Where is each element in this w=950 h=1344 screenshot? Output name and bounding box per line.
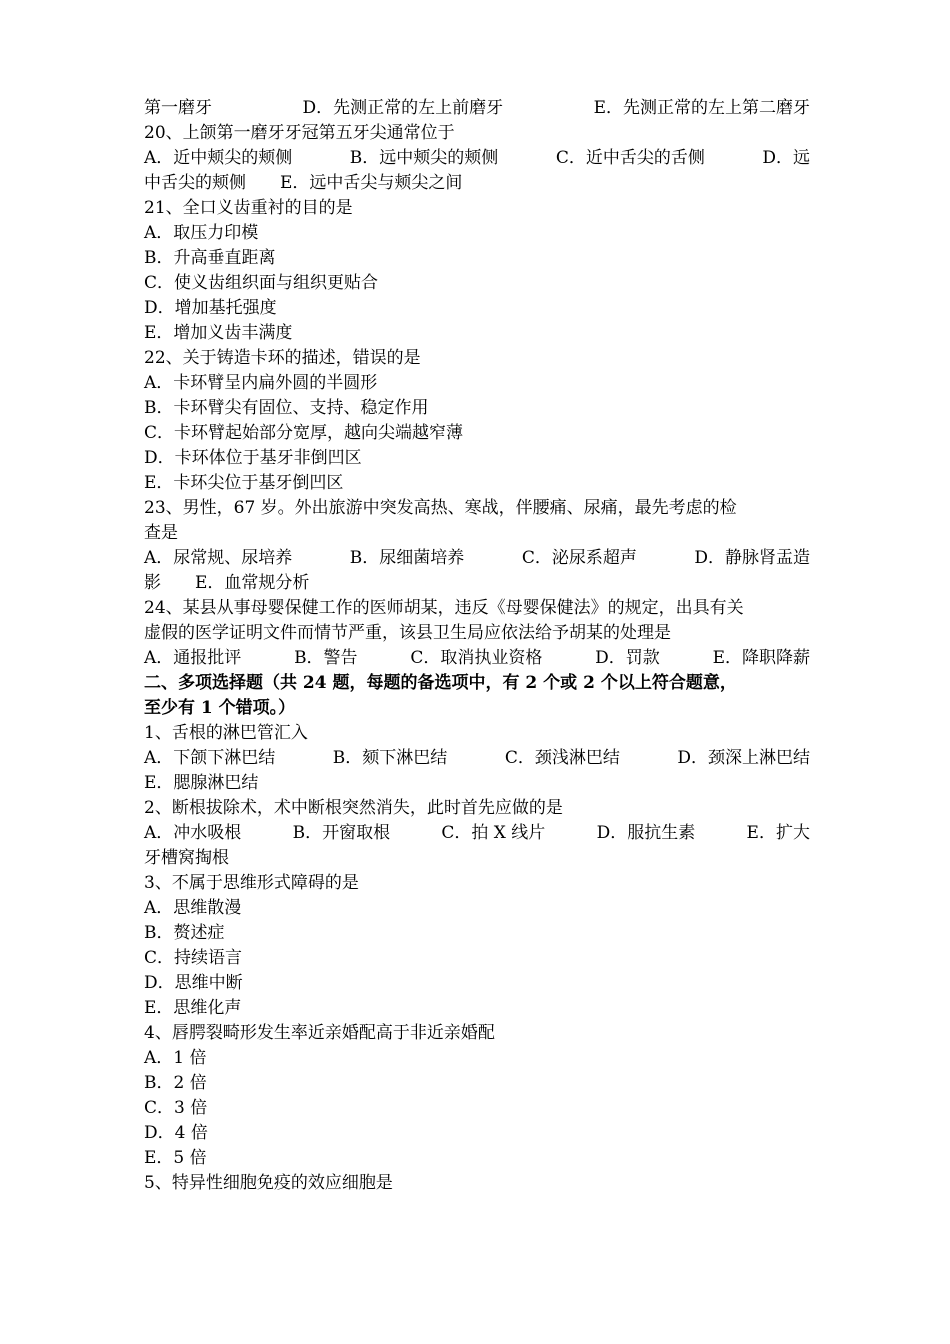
text-segment: B．开窗取根 <box>292 823 391 843</box>
text-line <box>144 821 810 846</box>
text-line: 影 E．血常规分析 <box>144 573 310 593</box>
text-line: 中舌尖的颊侧 E．远中舌尖与颊尖之间 <box>144 173 463 193</box>
question-stem <box>144 496 810 521</box>
text-segment: B．远中颊尖的颊侧 <box>349 148 499 168</box>
text-segment: E．降职降薪 <box>712 648 810 668</box>
question-stem: 2、断根拔除术，术中断根突然消失，此时首先应做的是 <box>144 798 563 818</box>
option-line: D．卡环体位于基牙非倒凹区 <box>144 448 362 468</box>
text-segment: E．先测正常的左上第二磨牙 <box>593 98 810 118</box>
text-segment: A．下颌下淋巴结 <box>144 748 276 768</box>
question-stem <box>144 596 810 621</box>
text-segment: D．静脉肾盂造 <box>694 548 810 568</box>
option-line: C．3 倍 <box>144 1098 208 1118</box>
text-segment: B．警告 <box>294 648 358 668</box>
text-segment: 第一磨牙 <box>144 98 212 118</box>
text-segment: B．颏下淋巴结 <box>332 748 448 768</box>
text-segment: C．取消执业资格 <box>410 648 543 668</box>
text-segment: A．尿常规、尿培养 <box>144 548 293 568</box>
text-line <box>144 646 810 671</box>
text-segment: A．冲水吸根 <box>144 823 242 843</box>
section-heading: 至少有 1 个错项。） <box>144 698 296 718</box>
text-segment: C．拍 X 线片 <box>441 823 546 843</box>
text-segment: C．颈浅淋巴结 <box>504 748 620 768</box>
text-segment: C．泌尿系超声 <box>521 548 637 568</box>
option-line: A．1 倍 <box>144 1048 207 1068</box>
option-line: B．升高垂直距离 <box>144 248 276 268</box>
text-segment: B．尿细菌培养 <box>349 548 465 568</box>
question-stem: 3、不属于思维形式障碍的是 <box>144 873 359 893</box>
text-segment: 23、男性，67 岁。外出旅游中突发高热、寒战，伴腰痛、尿痛，最先考虑的检 <box>144 498 737 518</box>
option-line: E．思维化声 <box>144 998 242 1018</box>
option-line: D．增加基托强度 <box>144 298 277 318</box>
option-line: E．增加义齿丰满度 <box>144 323 293 343</box>
question-stem: 4、唇腭裂畸形发生率近亲婚配高于非近亲婚配 <box>144 1023 495 1043</box>
text-segment: D．远 <box>762 148 810 168</box>
question-stem: 21、全口义齿重衬的目的是 <box>144 198 353 218</box>
text-segment: E．扩大 <box>746 823 810 843</box>
option-line: D．4 倍 <box>144 1123 208 1143</box>
text-line: 牙槽窝掏根 <box>144 848 229 868</box>
option-line: E．5 倍 <box>144 1148 207 1168</box>
question-stem: 20、上颌第一磨牙牙冠第五牙尖通常位于 <box>144 123 455 143</box>
text-line <box>144 96 810 121</box>
text-line <box>144 546 810 571</box>
question-stem: 1、舌根的淋巴管汇入 <box>144 723 308 743</box>
option-line: C．卡环臂起始部分宽厚，越向尖端越窄薄 <box>144 423 464 443</box>
text-line <box>144 746 810 771</box>
text-segment: C．近中舌尖的舌侧 <box>555 148 705 168</box>
option-line: C．持续语言 <box>144 948 243 968</box>
text-line: 虚假的医学证明文件而情节严重，该县卫生局应依法给予胡某的处理是 <box>144 623 671 643</box>
text-line <box>144 146 810 171</box>
question-stem: 5、特异性细胞免疫的效应细胞是 <box>144 1173 393 1193</box>
text-line: 查是 <box>144 523 178 543</box>
text-segment: A．通报批评 <box>144 648 242 668</box>
text-segment: D．服抗生素 <box>596 823 696 843</box>
option-line: B．赘述症 <box>144 923 225 943</box>
text-segment: A．近中颊尖的颊侧 <box>144 148 293 168</box>
option-line: A．思维散漫 <box>144 898 242 918</box>
option-line: D．思维中断 <box>144 973 243 993</box>
section-heading: 二、多项选择题（共 24 题，每题的备选项中，有 2 个或 2 个以上符合题意， <box>144 673 737 693</box>
option-line: E．卡环尖位于基牙倒凹区 <box>144 473 344 493</box>
option-line: B．卡环臂尖有固位、支持、稳定作用 <box>144 398 429 418</box>
option-line: C．使义齿组织面与组织更贴合 <box>144 273 379 293</box>
option-line: A．卡环臂呈内扁外圆的半圆形 <box>144 373 378 393</box>
text-segment: D．颈深上淋巴结 <box>677 748 810 768</box>
option-line: B．2 倍 <box>144 1073 207 1093</box>
text-segment: D．先测正常的左上前磨牙 <box>302 98 504 118</box>
option-line: A．取压力印模 <box>144 223 259 243</box>
question-stem: 22、关于铸造卡环的描述，错误的是 <box>144 348 421 368</box>
document-page <box>144 96 810 1196</box>
text-segment: D．罚款 <box>595 648 660 668</box>
text-segment: 24、某县从事母婴保健工作的医师胡某，违反《母婴保健法》的规定，出具有关 <box>144 598 744 618</box>
option-line: E．腮腺淋巴结 <box>144 773 259 793</box>
